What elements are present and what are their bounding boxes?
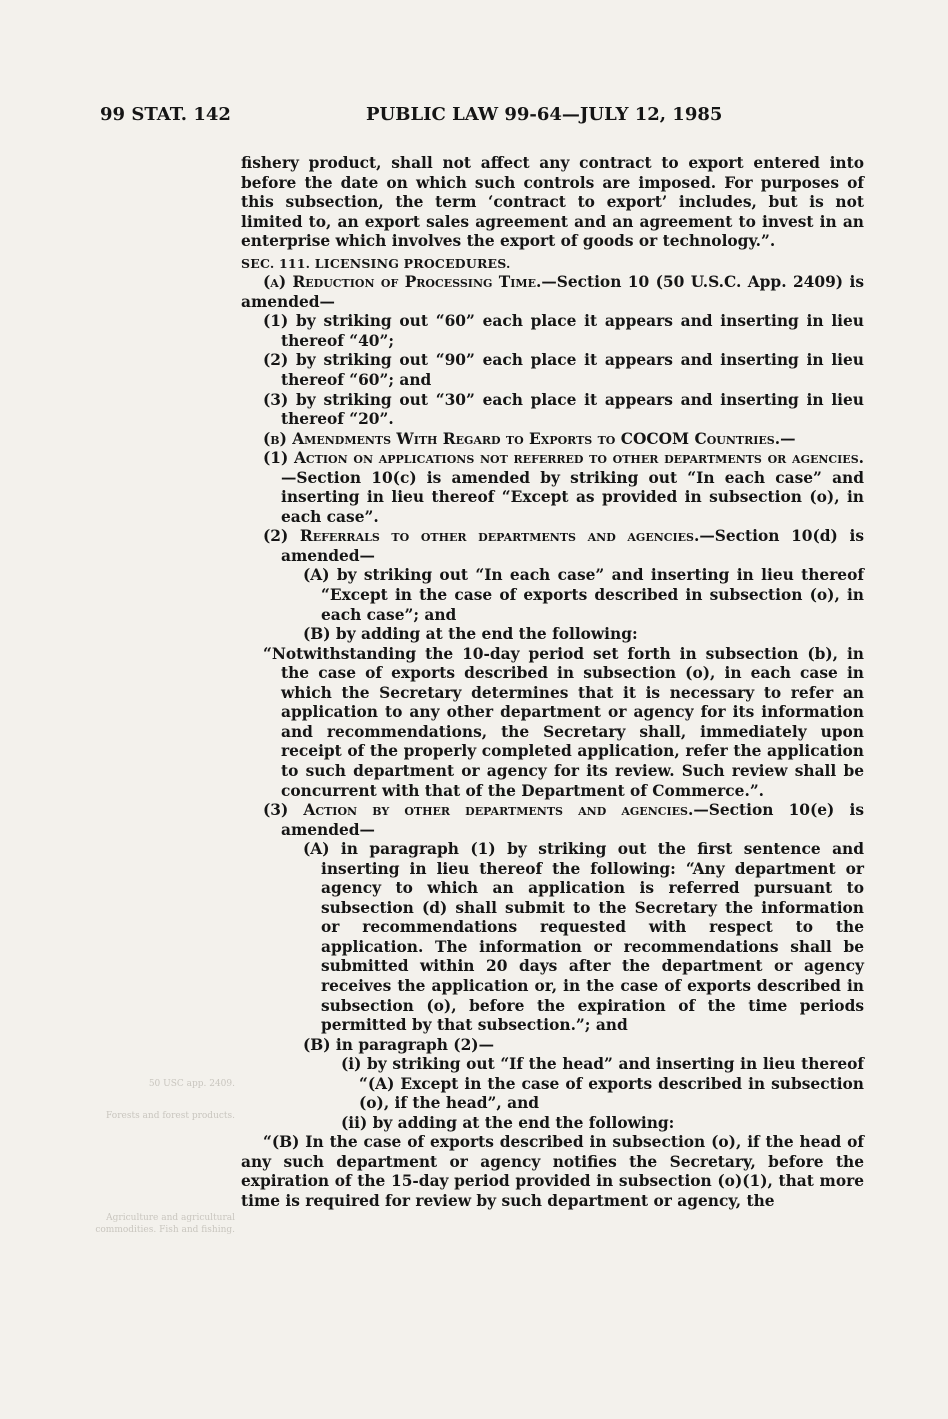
paragraph-b1 — [241, 449, 864, 527]
subsection-b-heading: (b) Amendments With Regard to Exports to COCOM Countries.— — [263, 429, 796, 448]
paragraph-b1-heading: (1) Action on applications not referred to other departments or agencies. — [263, 449, 864, 468]
document-body — [241, 154, 864, 1212]
paragraph-b3 — [241, 801, 864, 840]
paragraph-a3: (3) by striking out “30” each place it appears and inserting in lieu thereof “20”. — [263, 390, 864, 429]
paragraph-a1: (1) by striking out “60” each place it appears and inserting in lieu thereof “40”; — [263, 312, 864, 350]
law-title: PUBLIC LAW 99-64—JULY 12, 1985 — [366, 104, 723, 125]
stat-reference: 99 STAT. 142 — [100, 104, 231, 125]
clause-b3Bii: (ii) by adding at the end the following: — [341, 1113, 675, 1132]
paragraph-b3-heading: (3) Action by other departments and agencies. — [263, 801, 694, 820]
subparagraph-b2B: (B) by adding at the end the following: — [303, 625, 638, 644]
margin-note-usc: 50 USC app. 2409. — [148, 1079, 235, 1089]
paragraph-b1-text: —Section 10(c) is amended by striking out “In each case” and inserting in lieu thereof “Except as provided in subsection (o), in each case”. — [281, 468, 864, 526]
subsection-a-heading: (a) Reduction of Processing Time. — [263, 273, 542, 292]
margin-note-agriculture: Agriculture and agricultural commodities. Fish and fishing. — [95, 1213, 235, 1235]
subsection-a-text: —Section 10 (50 U.S.C. App. 2409) is amended— — [241, 273, 864, 311]
quoted-text-b3: “(B) In the case of exports described in subsection (o), if the head of any such department or agency notifies the Secretary, before the expiration of the 15-day period provided in subsection (o)(1), that more time is required for review by such department or agency, the — [241, 1133, 864, 1210]
paragraph-b3-text: —Section 10(e) is amended— — [281, 801, 864, 839]
carryover-paragraph: fishery product, shall not affect any contract to export entered into before the date on which such controls are imposed. For purposes of this subsection, the term ‘contract to export’ includes, but is not limited to, an export sales agreement and an agreement to invest in an enterprise which involves the export of goods or technology.”. — [241, 154, 864, 251]
subparagraph-b3B: (B) in paragraph (2)— — [303, 1035, 494, 1054]
paragraph-a2: (2) by striking out “90” each place it appears and inserting in lieu thereof “60”; and — [263, 351, 864, 390]
quoted-text-b2: “Notwithstanding the 10-day period set forth in subsection (b), in the case of exports described in subsection (o), in each case in which the Secretary determines that it is necessary to refer an application to any other department or agency for its information and recommendations, the Secretary shall, immediately upon receipt of the properly completed application, refer the application to such department or agency for its review. Such review shall be concurrent with that of the Department of Commerce.”. — [263, 644, 864, 800]
paragraph-b2 — [241, 527, 864, 566]
clause-b3Bi: (i) by striking out “If the head” and inserting in lieu thereof “(A) Except in the case of exports described in subsection (o), if the head”, and — [341, 1055, 864, 1113]
subparagraph-b3A: (A) in paragraph (1) by striking out the first sentence and inserting in lieu thereof the following: “Any department or agency to which an application is referred pursuant to subsection (d) shall submit to the Secretary the information or recommendations requested with respect to the application. The information or recommendations shall be submitted within 20 days after the department or agency receives the application or, in the case of exports described in subsection (o), before the expiration of the time periods permitted by that subsection.”; and — [303, 840, 864, 1035]
subparagraph-b2A: (A) by striking out “In each case” and inserting in lieu thereof “Except in the case of exports described in subsection (o), in each case”; and — [303, 566, 864, 624]
margin-note-forests: Forests and forest products. — [106, 1111, 235, 1121]
paragraph-b2-text: —Section 10(d) is amended— — [281, 527, 864, 565]
section-heading: SEC. 111. LICENSING PROCEDURES. — [241, 255, 511, 271]
paragraph-b2-heading: (2) Referrals to other departments and agencies. — [263, 527, 700, 546]
subsection-a — [241, 273, 864, 312]
